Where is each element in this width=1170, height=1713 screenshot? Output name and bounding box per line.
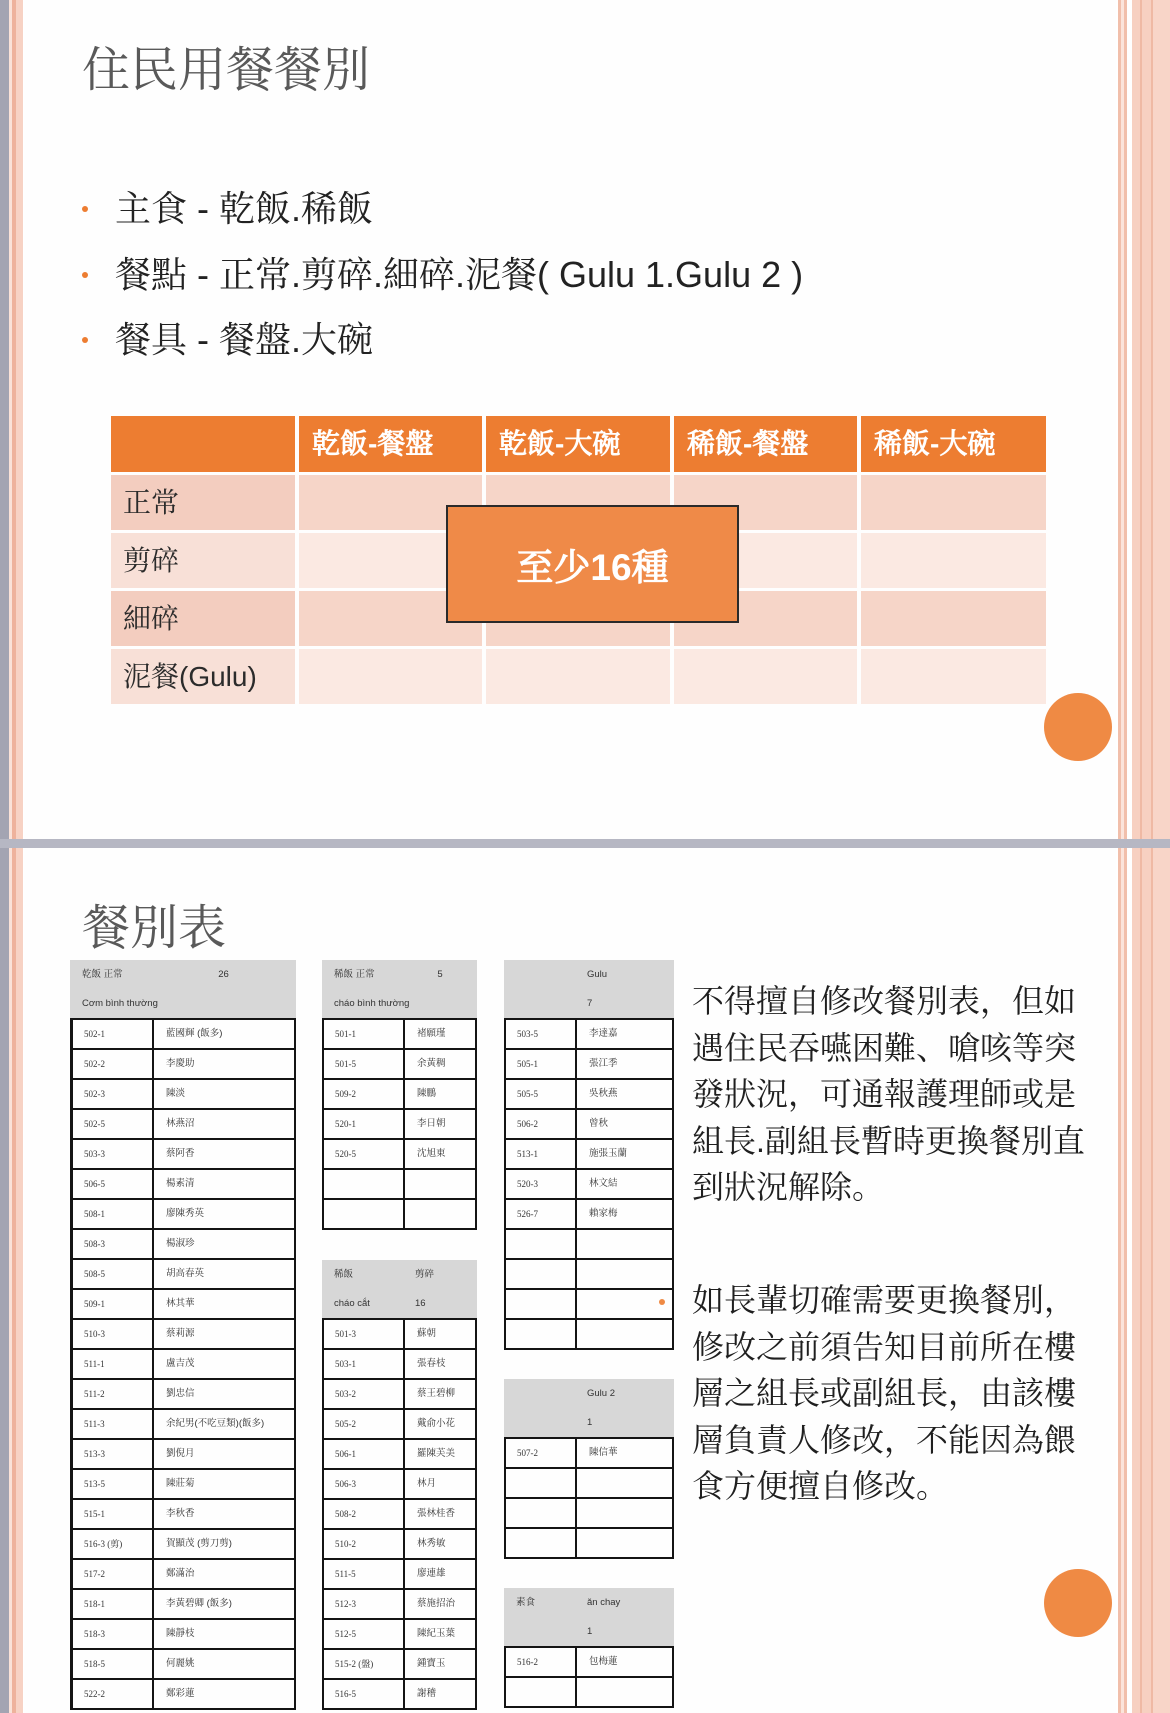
resident-name bbox=[405, 1200, 417, 1228]
room-bed-number: 508-3 bbox=[73, 1230, 154, 1258]
room-bed-number: 518-1 bbox=[73, 1590, 154, 1618]
resident-name: 劉忠信 bbox=[166, 1388, 195, 1399]
room-bed-number: 512-5 bbox=[324, 1620, 405, 1648]
roster-row bbox=[324, 1560, 475, 1590]
room-bed-number bbox=[324, 1200, 405, 1228]
room-bed-number: 502-5 bbox=[73, 1110, 154, 1138]
resident-name: 賀顯茂 (剪刀剪) bbox=[166, 1538, 232, 1549]
note-line: 如長輩切確需要更換餐別， bbox=[692, 1282, 1077, 1318]
resident-name: 鍾寶玉 bbox=[417, 1658, 446, 1669]
note-change-procedure bbox=[692, 1277, 1102, 1510]
slide-title: 餐別表 bbox=[82, 902, 227, 955]
roster-row bbox=[324, 1590, 475, 1620]
roster-header-label: 稀飯 正常 bbox=[334, 969, 375, 980]
roster-header bbox=[322, 960, 477, 1018]
roster-row bbox=[324, 1650, 475, 1680]
resident-name: 蔡王碧柳 bbox=[417, 1388, 456, 1399]
roster-body bbox=[322, 1318, 477, 1710]
room-bed-number: 511-2 bbox=[73, 1380, 154, 1408]
roster-header-value: 5 bbox=[437, 969, 443, 980]
resident-name: 戴俞小花 bbox=[417, 1418, 456, 1429]
roster-row bbox=[73, 1410, 294, 1440]
roster-row bbox=[324, 1350, 475, 1380]
roster-row bbox=[506, 1678, 672, 1708]
roster-header-value: 26 bbox=[218, 969, 229, 980]
roster-section bbox=[504, 960, 674, 1350]
bullet-dot-icon bbox=[82, 206, 88, 212]
roster-header-value: ăn chay bbox=[587, 1597, 621, 1608]
roster-row bbox=[324, 1380, 475, 1410]
roster-row bbox=[324, 1140, 475, 1170]
resident-name: 陳靜枝 bbox=[166, 1628, 195, 1639]
roster-row bbox=[73, 1590, 294, 1620]
roster-row bbox=[73, 1320, 294, 1350]
room-bed-number: 510-2 bbox=[324, 1530, 405, 1558]
room-bed-number: 516-2 bbox=[506, 1648, 577, 1676]
note-line: 不得擅自修改餐別表，但如 bbox=[692, 983, 1077, 1019]
roster-header-row bbox=[504, 960, 674, 989]
resident-name: 蘇朝 bbox=[417, 1328, 437, 1339]
room-bed-number: 503-1 bbox=[324, 1350, 405, 1378]
roster-row bbox=[324, 1320, 475, 1350]
resident-name: 李達嘉 bbox=[589, 1028, 618, 1039]
roster-header-value: 1 bbox=[587, 1626, 593, 1637]
room-bed-number bbox=[506, 1678, 577, 1706]
resident-name: 廖陳秀英 bbox=[166, 1208, 205, 1219]
resident-name: 謝稽 bbox=[417, 1688, 437, 1699]
roster-row bbox=[73, 1110, 294, 1140]
roster-row bbox=[73, 1440, 294, 1470]
bullet-text: 餐點 - 正常.剪碎.細碎.泥餐( Gulu 1.Gulu 2 ) bbox=[115, 253, 804, 295]
room-bed-number: 509-2 bbox=[324, 1080, 405, 1108]
roster-header-value: Gulu 2 bbox=[587, 1388, 615, 1399]
roster-row bbox=[506, 1469, 672, 1499]
roster-row bbox=[73, 1350, 294, 1380]
room-bed-number bbox=[506, 1469, 577, 1497]
bullet-meal-texture bbox=[82, 242, 803, 308]
resident-name: 林燕沼 bbox=[166, 1118, 195, 1129]
resident-name: 何麗姚 bbox=[166, 1658, 195, 1669]
roster-header-row bbox=[504, 1379, 674, 1408]
room-bed-number: 511-3 bbox=[73, 1410, 154, 1438]
room-bed-number: 522-2 bbox=[73, 1680, 154, 1708]
room-bed-number: 506-5 bbox=[73, 1170, 154, 1198]
slide-title: 住民用餐餐別 bbox=[82, 44, 371, 97]
table-header-corner bbox=[111, 416, 295, 472]
table-cell bbox=[861, 591, 1046, 646]
roster-header-row bbox=[70, 960, 296, 989]
note-line: 到狀況解除。 bbox=[692, 1169, 885, 1205]
roster-header-value: 剪碎 bbox=[415, 1269, 435, 1280]
slide-meal-types bbox=[0, 0, 1170, 839]
roster-row bbox=[324, 1170, 475, 1200]
resident-name bbox=[577, 1290, 589, 1318]
roster-header-value: 16 bbox=[415, 1298, 426, 1309]
note-line: 組長.副組長暫時更換餐別直 bbox=[692, 1122, 1085, 1159]
right-decor-stripe bbox=[1116, 0, 1170, 839]
roster-header-row bbox=[322, 1260, 477, 1289]
row-label-normal: 正常 bbox=[111, 475, 295, 530]
note-no-unauthorized-change bbox=[692, 978, 1102, 1211]
resident-name bbox=[577, 1260, 589, 1288]
roster-row bbox=[324, 1080, 475, 1110]
resident-name: 蔡施招治 bbox=[417, 1598, 456, 1609]
table-cell bbox=[299, 649, 482, 704]
table-cell bbox=[861, 649, 1046, 704]
room-bed-number: 516-3 (剪) bbox=[73, 1530, 154, 1558]
table-cell bbox=[861, 475, 1046, 530]
roster-row bbox=[73, 1680, 294, 1710]
roster-row bbox=[324, 1110, 475, 1140]
room-bed-number bbox=[506, 1260, 577, 1288]
resident-name: 曾秋 bbox=[589, 1118, 609, 1129]
resident-name: 張春枝 bbox=[417, 1358, 446, 1369]
roster-header bbox=[504, 1588, 674, 1646]
room-bed-number bbox=[506, 1320, 577, 1348]
roster-row bbox=[506, 1320, 672, 1350]
roster-row bbox=[506, 1110, 672, 1140]
marker-dot bbox=[659, 1299, 665, 1305]
room-bed-number bbox=[506, 1230, 577, 1258]
decor-circle bbox=[1044, 1569, 1112, 1637]
callout-box: 至少16種 bbox=[446, 505, 739, 623]
room-bed-number: 520-5 bbox=[324, 1140, 405, 1168]
roster-body bbox=[322, 1018, 477, 1230]
resident-name: 鄭滿治 bbox=[166, 1568, 195, 1579]
room-bed-number: 511-1 bbox=[73, 1350, 154, 1378]
resident-name: 沈旭東 bbox=[417, 1148, 446, 1159]
room-bed-number: 501-1 bbox=[324, 1020, 405, 1048]
resident-name bbox=[577, 1678, 589, 1706]
roster-header-value: 1 bbox=[587, 1417, 593, 1428]
row-label-cut: 剪碎 bbox=[111, 533, 295, 588]
resident-name: 陳紀玉葉 bbox=[417, 1628, 456, 1639]
roster-row bbox=[324, 1440, 475, 1470]
bullet-text: 餐具 - 餐盤.大碗 bbox=[115, 319, 373, 360]
roster-row bbox=[73, 1170, 294, 1200]
room-bed-number: 502-2 bbox=[73, 1050, 154, 1078]
roster-header bbox=[504, 1379, 674, 1437]
resident-name: 余黃稠 bbox=[417, 1058, 446, 1069]
resident-name: 吳秋燕 bbox=[589, 1088, 618, 1099]
roster-row bbox=[73, 1230, 294, 1260]
note-line: 食方便擅自修改。 bbox=[692, 1468, 949, 1504]
roster-header-value: Gulu bbox=[587, 969, 608, 980]
room-bed-number: 507-2 bbox=[506, 1439, 577, 1467]
resident-name: 胡高春英 bbox=[166, 1268, 205, 1279]
resident-name bbox=[577, 1230, 589, 1258]
note-line: 發狀況，可通報護理師或是 bbox=[692, 1076, 1077, 1112]
table-header-rice-plate: 乾飯-餐盤 bbox=[299, 416, 482, 472]
table-cell bbox=[674, 649, 857, 704]
roster-section bbox=[322, 960, 477, 1230]
room-bed-number: 505-5 bbox=[506, 1080, 577, 1108]
decor-circle bbox=[1044, 693, 1112, 761]
roster-row bbox=[506, 1529, 672, 1559]
resident-name: 李秋香 bbox=[166, 1508, 195, 1519]
room-bed-number: 520-1 bbox=[324, 1110, 405, 1138]
bullet-dot-icon bbox=[82, 272, 88, 278]
roster-row bbox=[506, 1170, 672, 1200]
roster-row bbox=[324, 1050, 475, 1080]
roster-header-label: 素食 bbox=[516, 1597, 536, 1608]
resident-name: 鄭彩蓮 bbox=[166, 1688, 195, 1699]
room-bed-number: 501-3 bbox=[324, 1320, 405, 1348]
resident-name: 蔡莉源 bbox=[166, 1328, 195, 1339]
resident-name: 羅陳芙美 bbox=[417, 1448, 456, 1459]
note-line: 層之組長或副組長，由該樓 bbox=[692, 1375, 1077, 1411]
roster-row bbox=[324, 1500, 475, 1530]
table-header-congee-bowl: 稀飯-大碗 bbox=[861, 416, 1046, 472]
room-bed-number bbox=[324, 1170, 405, 1198]
resident-name: 楊淑珍 bbox=[166, 1238, 195, 1249]
roster-row bbox=[73, 1470, 294, 1500]
resident-name: 施張玉蘭 bbox=[589, 1148, 628, 1159]
roster-header-row bbox=[322, 1289, 477, 1318]
resident-name: 藍國輝 (飯多) bbox=[166, 1028, 223, 1039]
room-bed-number: 508-2 bbox=[324, 1500, 405, 1528]
resident-name: 陳信華 bbox=[589, 1447, 618, 1458]
room-bed-number: 505-1 bbox=[506, 1050, 577, 1078]
table-header-congee-plate: 稀飯-餐盤 bbox=[674, 416, 857, 472]
room-bed-number: 517-2 bbox=[73, 1560, 154, 1588]
resident-name: 陳淡 bbox=[166, 1088, 186, 1099]
resident-name: 李慶助 bbox=[166, 1058, 195, 1069]
room-bed-number bbox=[506, 1290, 577, 1318]
bullet-staple bbox=[82, 176, 803, 242]
roster-row bbox=[324, 1200, 475, 1230]
roster-row bbox=[73, 1200, 294, 1230]
resident-name: 廖連雄 bbox=[417, 1568, 446, 1579]
roster-header-label: 稀飯 bbox=[334, 1269, 354, 1280]
roster-header-row bbox=[504, 1588, 674, 1617]
roster-row bbox=[506, 1230, 672, 1260]
resident-name: 林文結 bbox=[589, 1178, 618, 1189]
roster-header bbox=[322, 1260, 477, 1318]
roster-row bbox=[73, 1620, 294, 1650]
roster-row bbox=[73, 1530, 294, 1560]
resident-name: 蔡阿香 bbox=[166, 1148, 195, 1159]
resident-name: 李黃碧卿 (飯多) bbox=[166, 1598, 232, 1609]
roster-header-label: cháo cắt bbox=[334, 1298, 370, 1309]
roster-row bbox=[73, 1290, 294, 1320]
room-bed-number: 512-3 bbox=[324, 1590, 405, 1618]
roster-row bbox=[506, 1439, 672, 1469]
roster-body bbox=[70, 1018, 296, 1710]
resident-name: 盧吉茂 bbox=[166, 1358, 195, 1369]
resident-name: 陳鵬 bbox=[417, 1088, 437, 1099]
resident-name: 楊素清 bbox=[166, 1178, 195, 1189]
room-bed-number: 506-1 bbox=[324, 1440, 405, 1468]
row-label-minced: 細碎 bbox=[111, 591, 295, 646]
roster-header bbox=[70, 960, 296, 1018]
room-bed-number: 518-5 bbox=[73, 1650, 154, 1678]
roster-header-label: Cơm bình thường bbox=[82, 998, 158, 1009]
roster-section bbox=[70, 960, 296, 1710]
roster-header-value: 7 bbox=[587, 998, 593, 1009]
roster-header-row bbox=[504, 1617, 674, 1646]
roster-row bbox=[73, 1140, 294, 1170]
room-bed-number: 506-2 bbox=[506, 1110, 577, 1138]
resident-name bbox=[577, 1499, 589, 1527]
roster-section bbox=[322, 1260, 477, 1710]
roster-row bbox=[73, 1650, 294, 1680]
room-bed-number: 511-5 bbox=[324, 1560, 405, 1588]
roster-row bbox=[324, 1680, 475, 1710]
left-decor-stripe bbox=[0, 848, 24, 1713]
room-bed-number bbox=[506, 1499, 577, 1527]
roster-row bbox=[73, 1050, 294, 1080]
roster-row bbox=[506, 1050, 672, 1080]
resident-name: 褚願瑾 bbox=[417, 1028, 446, 1039]
room-bed-number: 518-3 bbox=[73, 1620, 154, 1648]
roster-row bbox=[73, 1260, 294, 1290]
roster-header-row bbox=[504, 1408, 674, 1437]
table-cell bbox=[861, 533, 1046, 588]
right-decor-stripe bbox=[1116, 848, 1170, 1713]
room-bed-number: 503-5 bbox=[506, 1020, 577, 1048]
roster-header-label: 乾飯 正常 bbox=[82, 969, 123, 980]
roster-row bbox=[73, 1020, 294, 1050]
room-bed-number: 513-3 bbox=[73, 1440, 154, 1468]
resident-name: 張江季 bbox=[589, 1058, 618, 1069]
roster-row bbox=[506, 1140, 672, 1170]
room-bed-number: 502-1 bbox=[73, 1020, 154, 1048]
roster-header-row bbox=[322, 960, 477, 989]
resident-name: 李日朝 bbox=[417, 1118, 446, 1129]
roster-header-row bbox=[504, 989, 674, 1018]
roster-row bbox=[324, 1410, 475, 1440]
room-bed-number: 513-5 bbox=[73, 1470, 154, 1498]
resident-name: 林秀敏 bbox=[417, 1538, 446, 1549]
roster-section bbox=[504, 1379, 674, 1559]
room-bed-number: 502-3 bbox=[73, 1080, 154, 1108]
roster-row bbox=[506, 1260, 672, 1290]
room-bed-number: 506-3 bbox=[324, 1470, 405, 1498]
roster-row bbox=[324, 1620, 475, 1650]
resident-name: 陳莊菊 bbox=[166, 1478, 195, 1489]
room-bed-number: 503-2 bbox=[324, 1380, 405, 1408]
roster-row bbox=[506, 1200, 672, 1230]
roster-row bbox=[506, 1499, 672, 1529]
bullet-tableware bbox=[82, 307, 803, 373]
table-header-rice-bowl: 乾飯-大碗 bbox=[486, 416, 670, 472]
room-bed-number bbox=[506, 1529, 577, 1557]
note-line: 層負責人修改，不能因為餵 bbox=[692, 1421, 1077, 1458]
room-bed-number: 520-3 bbox=[506, 1170, 577, 1198]
bullet-text: 主食 - 乾飯.稀飯 bbox=[115, 188, 373, 229]
roster-header-label: cháo bình thường bbox=[334, 998, 410, 1009]
roster-body bbox=[504, 1437, 674, 1559]
roster-row bbox=[73, 1080, 294, 1110]
resident-name: 劉倪月 bbox=[166, 1448, 195, 1459]
left-decor-stripe bbox=[0, 0, 24, 839]
room-bed-number: 510-3 bbox=[73, 1320, 154, 1348]
note-line: 修改之前須告知目前所在樓 bbox=[692, 1328, 1077, 1365]
bullet-list bbox=[82, 176, 803, 373]
slide-separator bbox=[0, 839, 1170, 848]
room-bed-number: 501-5 bbox=[324, 1050, 405, 1078]
roster-row bbox=[506, 1020, 672, 1050]
resident-name: 賴家梅 bbox=[589, 1208, 618, 1219]
room-bed-number: 515-2 (盤) bbox=[324, 1650, 405, 1678]
room-bed-number: 515-1 bbox=[73, 1500, 154, 1528]
roster-header-row bbox=[322, 989, 477, 1018]
roster-row bbox=[324, 1020, 475, 1050]
resident-name: 林其華 bbox=[166, 1298, 195, 1309]
roster-row bbox=[506, 1648, 672, 1678]
room-bed-number: 509-1 bbox=[73, 1290, 154, 1318]
room-bed-number: 526-7 bbox=[506, 1200, 577, 1228]
resident-name: 包梅蓮 bbox=[589, 1656, 618, 1667]
resident-name bbox=[577, 1469, 589, 1497]
room-bed-number: 516-5 bbox=[324, 1680, 405, 1708]
slide-meal-roster bbox=[0, 848, 1170, 1713]
resident-name bbox=[577, 1320, 589, 1348]
room-bed-number: 503-3 bbox=[73, 1140, 154, 1168]
resident-name bbox=[405, 1170, 417, 1198]
room-bed-number: 513-1 bbox=[506, 1140, 577, 1168]
roster-row bbox=[73, 1500, 294, 1530]
roster-body bbox=[504, 1018, 674, 1350]
room-bed-number: 508-1 bbox=[73, 1200, 154, 1228]
roster-body bbox=[504, 1646, 674, 1708]
table-cell bbox=[486, 649, 670, 704]
bullet-dot-icon bbox=[82, 337, 88, 343]
roster-row bbox=[324, 1470, 475, 1500]
roster-header bbox=[504, 960, 674, 1018]
row-label-puree: 泥餐(Gulu) bbox=[111, 649, 295, 704]
note-line: 遇住民吞嚥困難、嗆咳等突 bbox=[692, 1029, 1077, 1066]
resident-name: 余紀男(不吃豆類)(飯多) bbox=[166, 1418, 265, 1429]
roster-section bbox=[504, 1588, 674, 1708]
roster-row bbox=[73, 1560, 294, 1590]
roster-row bbox=[324, 1530, 475, 1560]
room-bed-number: 505-2 bbox=[324, 1410, 405, 1438]
roster-row bbox=[506, 1290, 672, 1320]
resident-name bbox=[577, 1529, 589, 1557]
resident-name: 張林桂香 bbox=[417, 1508, 456, 1519]
roster-row bbox=[506, 1080, 672, 1110]
resident-name: 林月 bbox=[417, 1478, 437, 1489]
room-bed-number: 508-5 bbox=[73, 1260, 154, 1288]
roster-header-row bbox=[70, 989, 296, 1018]
roster-row bbox=[73, 1380, 294, 1410]
